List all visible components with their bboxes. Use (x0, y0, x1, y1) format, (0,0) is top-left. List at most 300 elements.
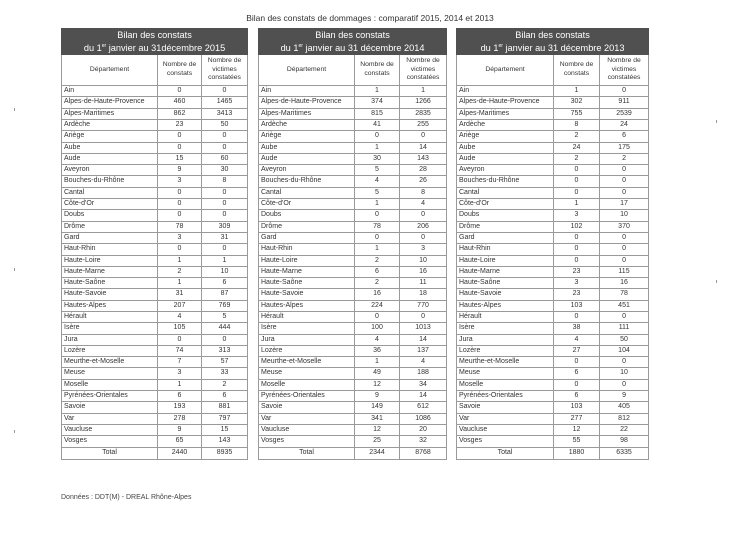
cell-departement: Alpes-de-Haute-Provence (62, 97, 158, 108)
table-row (457, 436, 649, 447)
cell-constats: 100 (355, 323, 400, 334)
margin-mark (716, 280, 717, 283)
cell-constats: 5 (355, 165, 400, 176)
cell-constats: 0 (355, 232, 400, 243)
table-2014 (258, 28, 447, 460)
cell-victimes: 1086 (400, 413, 447, 424)
cell-victimes: 769 (202, 300, 248, 311)
cell-departement: Haute-Loire (62, 255, 158, 266)
table-row (259, 153, 447, 164)
table-heading (62, 29, 248, 55)
cell-departement: Var (457, 413, 554, 424)
cell-victimes: 6 (202, 391, 248, 402)
total-constats: 1880 (554, 447, 600, 459)
cell-departement: Ardèche (62, 119, 158, 130)
cell-constats: 2 (554, 131, 600, 142)
cell-departement: Aube (62, 142, 158, 153)
cell-victimes: 0 (202, 131, 248, 142)
table-heading (259, 29, 447, 55)
table-row (457, 379, 649, 390)
cell-victimes: 57 (202, 357, 248, 368)
cell-departement: Drôme (457, 221, 554, 232)
cell-victimes: 1266 (400, 97, 447, 108)
total-victimes: 8768 (400, 447, 447, 459)
cell-departement: Meuse (62, 368, 158, 379)
cell-departement: Haut-Rhin (259, 244, 355, 255)
cell-constats: 278 (158, 413, 202, 424)
cell-departement: Haute-Savoie (62, 289, 158, 300)
cell-constats: 55 (554, 436, 600, 447)
cell-victimes: 60 (202, 153, 248, 164)
table-row (457, 199, 649, 210)
table-row (457, 312, 649, 323)
heading-sup: er (298, 42, 303, 49)
cell-constats: 38 (554, 323, 600, 334)
cell-victimes: 405 (600, 402, 649, 413)
cell-constats: 149 (355, 402, 400, 413)
cell-victimes: 313 (202, 345, 248, 356)
cell-victimes: 143 (400, 153, 447, 164)
table-row (259, 176, 447, 187)
table-row (457, 323, 649, 334)
cell-victimes: 10 (400, 255, 447, 266)
cell-departement: Isère (259, 323, 355, 334)
cell-constats: 0 (158, 142, 202, 153)
cell-constats: 0 (554, 244, 600, 255)
cell-constats: 49 (355, 368, 400, 379)
cell-departement: Haute-Marne (457, 266, 554, 277)
cell-victimes: 797 (202, 413, 248, 424)
cell-departement: Gard (457, 232, 554, 243)
cell-departement: Vosges (457, 436, 554, 447)
cell-constats: 0 (355, 131, 400, 142)
cell-departement: Alpes-Maritimes (457, 108, 554, 119)
cell-constats: 12 (355, 379, 400, 390)
cell-constats: 0 (158, 244, 202, 255)
table-row (259, 323, 447, 334)
col-header-victimes: Nombre de victimes constatées (400, 55, 447, 86)
cell-constats: 1 (355, 357, 400, 368)
cell-departement: Var (259, 413, 355, 424)
cell-departement: Cantal (62, 187, 158, 198)
table-row (457, 165, 649, 176)
table-row (457, 119, 649, 130)
table-row (62, 334, 248, 345)
cell-constats: 0 (554, 255, 600, 266)
cell-constats: 23 (554, 289, 600, 300)
table-row (457, 131, 649, 142)
cell-constats: 2 (355, 278, 400, 289)
cell-victimes: 20 (400, 424, 447, 435)
cell-departement: Hautes-Alpes (62, 300, 158, 311)
cell-victimes: 911 (600, 97, 649, 108)
heading-post: janvier au 31décembre 2015 (106, 42, 226, 53)
cell-victimes: 33 (202, 368, 248, 379)
cell-victimes: 24 (600, 119, 649, 130)
table-row (259, 244, 447, 255)
cell-constats: 224 (355, 300, 400, 311)
cell-victimes: 18 (400, 289, 447, 300)
table-row (259, 402, 447, 413)
cell-departement: Ain (259, 86, 355, 97)
cell-constats: 16 (355, 289, 400, 300)
cell-constats: 2 (355, 255, 400, 266)
table-row (62, 176, 248, 187)
cell-departement: Aude (457, 153, 554, 164)
table-row (62, 413, 248, 424)
cell-departement: Moselle (457, 379, 554, 390)
cell-constats: 862 (158, 108, 202, 119)
table-row (259, 232, 447, 243)
cell-departement: Hautes-Alpes (457, 300, 554, 311)
cell-departement: Haute-Saône (259, 278, 355, 289)
cell-constats: 0 (158, 210, 202, 221)
cell-constats: 31 (158, 289, 202, 300)
total-constats: 2344 (355, 447, 400, 459)
cell-departement: Isère (62, 323, 158, 334)
total-row (259, 447, 447, 459)
cell-departement: Haute-Loire (457, 255, 554, 266)
table-row (457, 255, 649, 266)
table-row (62, 289, 248, 300)
cell-departement: Bouches-du-Rhône (62, 176, 158, 187)
cell-victimes: 0 (202, 334, 248, 345)
cell-victimes: 2 (202, 379, 248, 390)
cell-departement: Lozère (62, 345, 158, 356)
cell-departement: Savoie (457, 402, 554, 413)
cell-departement: Haute-Saône (457, 278, 554, 289)
table-row (259, 391, 447, 402)
cell-departement: Vosges (259, 436, 355, 447)
cell-constats: 3 (554, 278, 600, 289)
table-row (259, 187, 447, 198)
cell-departement: Pyrénées-Orientales (62, 391, 158, 402)
cell-departement: Ariège (457, 131, 554, 142)
table-row (259, 312, 447, 323)
cell-departement: Jura (62, 334, 158, 345)
cell-departement: Isère (457, 323, 554, 334)
table-row (259, 221, 447, 232)
cell-constats: 0 (554, 379, 600, 390)
cell-constats: 15 (158, 153, 202, 164)
cell-victimes: 11 (400, 278, 447, 289)
table-row (259, 199, 447, 210)
cell-victimes: 3 (400, 244, 447, 255)
cell-victimes: 2835 (400, 108, 447, 119)
heading-post: janvier au 31 décembre 2013 (502, 42, 625, 53)
cell-constats: 193 (158, 402, 202, 413)
table-row (259, 142, 447, 153)
cell-departement: Savoie (62, 402, 158, 413)
cell-constats: 460 (158, 97, 202, 108)
cell-victimes: 34 (400, 379, 447, 390)
table-row (259, 345, 447, 356)
cell-constats: 6 (554, 391, 600, 402)
cell-victimes: 0 (400, 312, 447, 323)
table-row (457, 300, 649, 311)
total-victimes: 8935 (202, 447, 248, 459)
cell-constats: 4 (355, 334, 400, 345)
cell-victimes: 255 (400, 119, 447, 130)
cell-departement: Aube (457, 142, 554, 153)
margin-mark (14, 268, 15, 271)
cell-victimes: 10 (600, 210, 649, 221)
cell-victimes: 0 (600, 357, 649, 368)
cell-constats: 103 (554, 402, 600, 413)
col-header-constats: Nombre de constats (554, 55, 600, 86)
cell-constats: 0 (158, 131, 202, 142)
cell-victimes: 14 (400, 334, 447, 345)
cell-constats: 0 (554, 187, 600, 198)
table-row (62, 108, 248, 119)
cell-constats: 3 (554, 210, 600, 221)
cell-departement: Aveyron (62, 165, 158, 176)
table-row (62, 165, 248, 176)
cell-departement: Vaucluse (259, 424, 355, 435)
table-2015 (61, 28, 248, 460)
table-row (259, 165, 447, 176)
table-row (259, 379, 447, 390)
cell-departement: Jura (457, 334, 554, 345)
cell-victimes: 8 (202, 176, 248, 187)
cell-constats: 0 (158, 334, 202, 345)
cell-constats: 0 (355, 312, 400, 323)
total-label: Total (259, 447, 355, 459)
table-row (62, 266, 248, 277)
cell-victimes: 137 (400, 345, 447, 356)
cell-departement: Alpes-de-Haute-Provence (457, 97, 554, 108)
total-row (457, 447, 649, 459)
table-row (259, 368, 447, 379)
heading-sup: er (498, 42, 503, 49)
table-row (259, 424, 447, 435)
cell-constats: 105 (158, 323, 202, 334)
margin-mark (716, 120, 717, 123)
col-header-victimes: Nombre de victimes constatées (600, 55, 649, 86)
table-row (457, 368, 649, 379)
cell-constats: 36 (355, 345, 400, 356)
cell-departement: Cantal (259, 187, 355, 198)
table-row (259, 300, 447, 311)
cell-departement: Haute-Marne (62, 266, 158, 277)
table-row (62, 210, 248, 221)
table-row (62, 142, 248, 153)
cell-victimes: 0 (600, 176, 649, 187)
table-row (62, 221, 248, 232)
cell-departement: Ardèche (457, 119, 554, 130)
table-row (62, 402, 248, 413)
cell-constats: 41 (355, 119, 400, 130)
cell-departement: Meuse (259, 368, 355, 379)
table-row (259, 413, 447, 424)
table-row (457, 176, 649, 187)
cell-departement: Haute-Marne (259, 266, 355, 277)
cell-departement: Alpes-de-Haute-Provence (259, 97, 355, 108)
table-row (62, 131, 248, 142)
cell-constats: 5 (355, 187, 400, 198)
heading-post: janvier au 31 décembre 2014 (302, 42, 425, 53)
cell-victimes: 17 (600, 199, 649, 210)
cell-constats: 74 (158, 345, 202, 356)
cell-victimes: 0 (600, 86, 649, 97)
table-row (259, 266, 447, 277)
table-row (259, 131, 447, 142)
cell-departement: Meurthe-et-Moselle (62, 357, 158, 368)
table-row (62, 368, 248, 379)
table-row (457, 402, 649, 413)
table-row (457, 424, 649, 435)
table-row (62, 187, 248, 198)
cell-victimes: 87 (202, 289, 248, 300)
cell-departement: Gard (62, 232, 158, 243)
cell-constats: 0 (554, 176, 600, 187)
cell-victimes: 451 (600, 300, 649, 311)
cell-departement: Aube (259, 142, 355, 153)
table-row (457, 221, 649, 232)
table-row (259, 278, 447, 289)
cell-departement: Var (62, 413, 158, 424)
cell-victimes: 175 (600, 142, 649, 153)
cell-victimes: 16 (400, 266, 447, 277)
table-row (62, 97, 248, 108)
total-row (62, 447, 248, 459)
cell-departement: Alpes-Maritimes (62, 108, 158, 119)
cell-constats: 0 (554, 312, 600, 323)
cell-departement: Doubs (62, 210, 158, 221)
cell-victimes: 612 (400, 402, 447, 413)
table-row (457, 210, 649, 221)
cell-constats: 2 (158, 266, 202, 277)
cell-victimes: 0 (202, 86, 248, 97)
cell-constats: 25 (355, 436, 400, 447)
col-header-departement: Département (457, 55, 554, 86)
cell-departement: Drôme (62, 221, 158, 232)
table-row (62, 379, 248, 390)
cell-victimes: 22 (600, 424, 649, 435)
cell-victimes: 881 (202, 402, 248, 413)
table-row (457, 244, 649, 255)
cell-victimes: 26 (400, 176, 447, 187)
cell-victimes: 0 (400, 232, 447, 243)
heading-line1: Bilan des constats (117, 30, 192, 40)
cell-constats: 374 (355, 97, 400, 108)
table-row (259, 86, 447, 97)
table-row (62, 119, 248, 130)
table-row (457, 86, 649, 97)
cell-constats: 8 (554, 119, 600, 130)
cell-constats: 24 (554, 142, 600, 153)
cell-departement: Doubs (457, 210, 554, 221)
cell-constats: 2 (554, 153, 600, 164)
cell-victimes: 0 (600, 255, 649, 266)
cell-constats: 1 (355, 199, 400, 210)
col-header-victimes: Nombre de victimes constatées (202, 55, 248, 86)
table-row (259, 108, 447, 119)
cell-departement: Haute-Savoie (457, 289, 554, 300)
cell-departement: Ain (62, 86, 158, 97)
cell-victimes: 15 (202, 424, 248, 435)
table-row (457, 413, 649, 424)
cell-victimes: 1 (400, 86, 447, 97)
cell-victimes: 0 (202, 187, 248, 198)
cell-departement: Hérault (62, 312, 158, 323)
cell-departement: Côte-d'Or (62, 199, 158, 210)
cell-victimes: 0 (202, 210, 248, 221)
table-row (62, 232, 248, 243)
cell-constats: 103 (554, 300, 600, 311)
table-row (259, 119, 447, 130)
cell-constats: 3 (158, 232, 202, 243)
cell-constats: 0 (355, 210, 400, 221)
col-header-constats: Nombre de constats (158, 55, 202, 86)
cell-victimes: 1013 (400, 323, 447, 334)
cell-constats: 23 (158, 119, 202, 130)
table-row (259, 255, 447, 266)
cell-victimes: 111 (600, 323, 649, 334)
cell-departement: Pyrénées-Orientales (457, 391, 554, 402)
cell-constats: 78 (355, 221, 400, 232)
table-row (457, 391, 649, 402)
table-row (62, 391, 248, 402)
cell-victimes: 3413 (202, 108, 248, 119)
table-row (62, 345, 248, 356)
cell-departement: Haute-Saône (62, 278, 158, 289)
col-header-departement: Département (62, 55, 158, 86)
cell-departement: Hautes-Alpes (259, 300, 355, 311)
table-row (457, 357, 649, 368)
cell-victimes: 78 (600, 289, 649, 300)
cell-constats: 65 (158, 436, 202, 447)
cell-constats: 1 (355, 86, 400, 97)
cell-constats: 302 (554, 97, 600, 108)
heading-pre: du 1 (480, 42, 499, 53)
cell-victimes: 31 (202, 232, 248, 243)
cell-constats: 3 (158, 368, 202, 379)
cell-departement: Vosges (62, 436, 158, 447)
cell-victimes: 188 (400, 368, 447, 379)
cell-departement: Hérault (259, 312, 355, 323)
cell-victimes: 10 (600, 368, 649, 379)
heading-pre: du 1 (83, 42, 102, 53)
heading-line1: Bilan des constats (315, 30, 390, 40)
cell-departement: Alpes-Maritimes (259, 108, 355, 119)
cell-departement: Pyrénées-Orientales (259, 391, 355, 402)
cell-constats: 1 (355, 244, 400, 255)
cell-victimes: 6 (202, 278, 248, 289)
cell-constats: 1 (158, 379, 202, 390)
cell-victimes: 32 (400, 436, 447, 447)
cell-victimes: 28 (400, 165, 447, 176)
cell-departement: Ariège (62, 131, 158, 142)
cell-constats: 102 (554, 221, 600, 232)
table-row (259, 289, 447, 300)
cell-constats: 0 (158, 86, 202, 97)
cell-victimes: 0 (202, 142, 248, 153)
cell-victimes: 50 (202, 119, 248, 130)
cell-constats: 341 (355, 413, 400, 424)
table-heading (457, 29, 649, 55)
cell-constats: 27 (554, 345, 600, 356)
cell-departement: Cantal (457, 187, 554, 198)
cell-victimes: 30 (202, 165, 248, 176)
table-row (62, 199, 248, 210)
cell-departement: Ariège (259, 131, 355, 142)
cell-departement: Moselle (62, 379, 158, 390)
cell-departement: Savoie (259, 402, 355, 413)
cell-departement: Aveyron (457, 165, 554, 176)
cell-departement: Haut-Rhin (457, 244, 554, 255)
cell-constats: 9 (355, 391, 400, 402)
